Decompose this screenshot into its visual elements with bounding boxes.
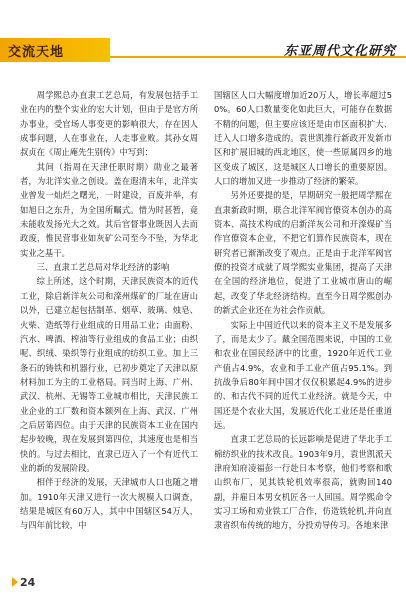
right-column: [214, 88, 392, 556]
section-heading: 三、直隶工艺总局对华北经济的影响: [36, 262, 170, 273]
page-footer: [12, 576, 35, 589]
paragraph: 实际上中国近代以来的资本主义不是发展多了，而是太少了。戴全国范围来说，中国的工业和农业在国民经济中的比重，1920年近代工业产值占4.9%，农业和手工业产值占95.1%。到抗战争后80年间中国才仅仅积累起4.9%的进步的、和古代不同的近代工业经济。就是今天，中国还是个农业大国，发展近代化工业还是任重道远。: [214, 319, 392, 430]
left-column: [20, 88, 198, 556]
paragraph: 另外还要提的是，早期研究一般把周学熙在直隶新政时期，联合北洋军阀官僚资本创办的高资本、高技术构成的启新洋灰公司和开滦煤矿当作官僚资本企业，不把它们算作民族资本，现在研究者已渐渐改变了观点。正是由于北洋军阀官僚的投资才成就了周学熙实业集团，提高了天津在全国的经济地位，促进了工业城市唐山的崛起，改变了华北经济结构。直至今日周学熙创办的新式企业还在为社会作贡献。: [214, 190, 392, 316]
section-label: 交流天地: [8, 45, 65, 60]
article-body: [20, 88, 392, 556]
page-number: 24: [20, 576, 36, 589]
paragraph: 国辖区人口大幅度增加近20万人，增长率超过50%。60人口数量变化如此巨大，可能存在数据不精的问题，但主要应该还是由市区面积扩大、迁入人口增多造成的。袁世凯推行新政开发新市区和扩展旧城的西北地区，使一些原属四乡的地区变成了城区，这是城区人口增长的重要原因。人口的增加又进一步推动了经济的繁荣。: [214, 90, 392, 187]
triangle-marker-icon: [12, 577, 18, 587]
paragraph: 周学熙总办直隶工艺总局，有发展包括手工业在内的整个实业的宏大计划，但由于是官方所办事业，受官场人事变更的影响很大，存在因人成事问题，人在事业在，人走事业败。其孙女周叔贞在《周止庵先生别传》中写到：: [20, 90, 198, 158]
quoted-paragraph: 其间（指周在天津任职时期）勋业之最著者，为北洋实业之创设。盖在遐清末年，北洋实业曾发一灿烂之曙光，一时建设，百废并举，有如旭日之东升，为全国所瞩式。惜为时甚暂，竟未能收发扬光大之效。其后官督事业既因人去而政废，惟民营事业如灰矿公司至今不坠，为华北实业之基干。: [20, 161, 198, 258]
page-header: [0, 38, 406, 62]
paragraph: 直隶工艺总局的长远影响是促进了华北手工棉纺织业的技术改良。1903年9月，袁世凯派天津府知府凌福彭一行赴日本考察，他们考察和歌山织布厂，见其铁轮机效率很高，就购回140副，并雇日本男女机匠各一人回国。周学熙命令实习工场和劝业铁工厂合作，仿造铁轮机,并向直隶省织布传统的地方，分投劝导传习。各地来津: [214, 434, 392, 531]
paragraph: 相伴于经济的发展，天津城市人口也随之增加。1910年天津又进行一次大规模人口调查，结果是城区有60万人，其中中国辖区54万人，与四年前比较，中: [20, 477, 198, 531]
journal-name: 东亚周代文化研究: [283, 44, 396, 59]
paragraph: 综上所述，这个时期，天津民族资本的近代工业，除启新洋灰公司和滦州煤矿的厂址在唐山以外，已建立起包括制革、烟草、玻璃、烛皂、火柴、造纸等行业组成的日用品工业；由面粉、汽水、啤酒、榨油等行业组成的食品工业；由织呢、织绒、染织等行业组成的纺织工业。加上三条石的铸铁和机器行业，已初步奠定了天津以原材料加工为主的工业格局。同当时上海、广州、武汉、杭州、无锡等工业城市相比，天津民族工业企业的工厂数和资本额列在上海、武汉、广州之后居第四位。由于天津的民族资本工业在国内起步较晚，现在发展到第四位，其速度也是相当快的。与过去相比，直隶已迈入了一个有近代工业的新的发展阶段。: [20, 276, 198, 473]
